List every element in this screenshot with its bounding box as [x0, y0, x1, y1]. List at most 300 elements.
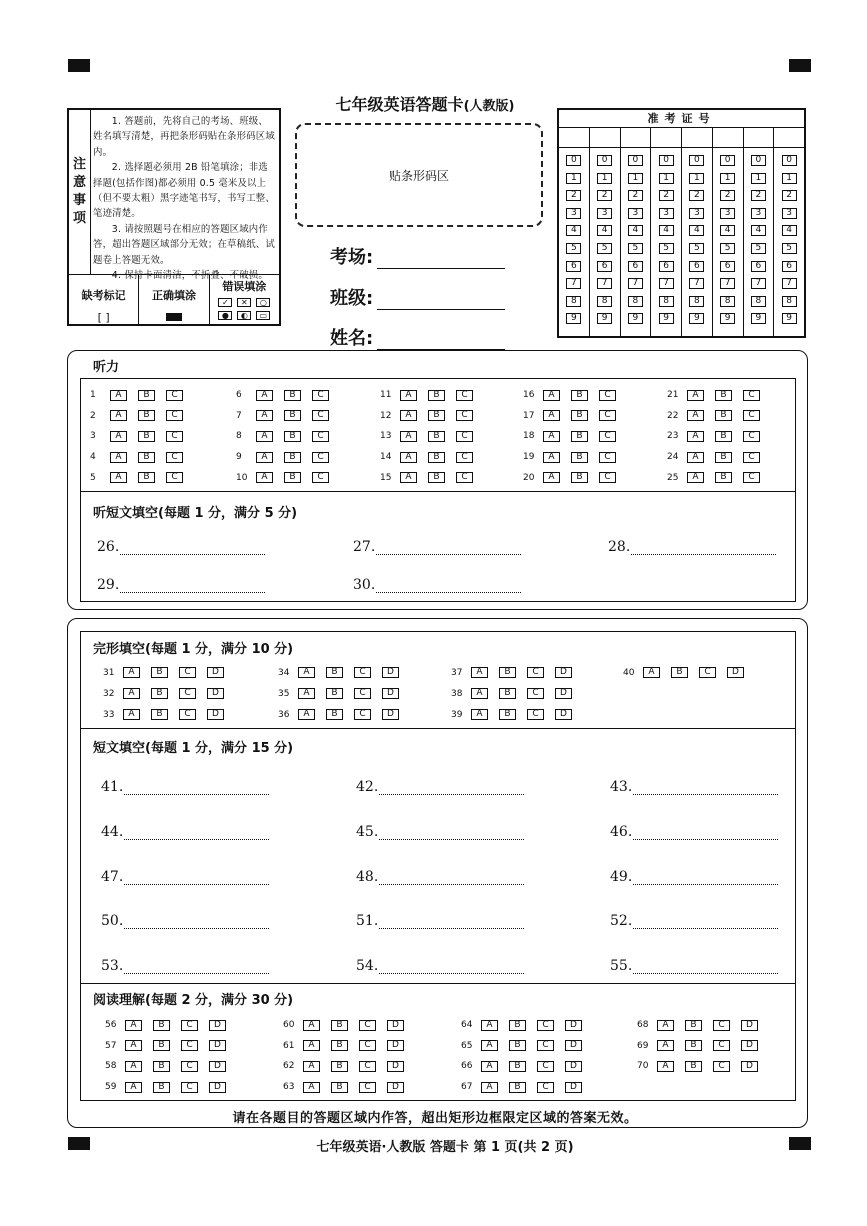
answer-bubble[interactable]: D: [555, 709, 572, 720]
exam-id-digit-bubble[interactable]: 9: [628, 313, 643, 324]
answer-bubble[interactable]: B: [331, 1061, 348, 1072]
answer-bubble[interactable]: A: [123, 688, 140, 699]
answer-bubble[interactable]: A: [400, 390, 417, 401]
exam-id-digit-bubble[interactable]: 9: [659, 313, 674, 324]
answer-bubble[interactable]: C: [166, 431, 183, 442]
answer-bubble[interactable]: A: [125, 1061, 142, 1072]
answer-bubble[interactable]: A: [125, 1040, 142, 1051]
exam-id-write-cell[interactable]: [621, 128, 652, 147]
answer-bubble[interactable]: B: [138, 452, 155, 463]
answer-bubble[interactable]: B: [151, 667, 168, 678]
exam-id-digit-bubble[interactable]: 0: [659, 155, 674, 166]
exam-id-digit-bubble[interactable]: 4: [720, 225, 735, 236]
answer-bubble[interactable]: B: [509, 1082, 526, 1093]
exam-id-digit-bubble[interactable]: 9: [720, 313, 735, 324]
exam-id-digit-bubble[interactable]: 3: [597, 208, 612, 219]
answer-bubble[interactable]: C: [743, 390, 760, 401]
answer-bubble[interactable]: C: [599, 452, 616, 463]
exam-id-digit-bubble[interactable]: 7: [782, 278, 797, 289]
answer-bubble[interactable]: D: [387, 1082, 404, 1093]
fill-blank-line[interactable]: [633, 781, 778, 795]
fill-blank-line[interactable]: [124, 781, 269, 795]
answer-bubble[interactable]: A: [687, 390, 704, 401]
fill-blank-item[interactable]: [101, 824, 269, 840]
answer-bubble[interactable]: D: [382, 667, 399, 678]
answer-bubble[interactable]: C: [312, 431, 329, 442]
answer-bubble[interactable]: B: [715, 410, 732, 421]
answer-bubble[interactable]: A: [471, 688, 488, 699]
answer-bubble[interactable]: C: [743, 410, 760, 421]
answer-bubble[interactable]: B: [571, 452, 588, 463]
exam-id-digit-bubble[interactable]: 0: [566, 155, 581, 166]
exam-id-digit-bubble[interactable]: 9: [782, 313, 797, 324]
answer-bubble[interactable]: A: [400, 431, 417, 442]
exam-id-digit-bubble[interactable]: 2: [689, 190, 704, 201]
answer-bubble[interactable]: C: [166, 452, 183, 463]
answer-bubble[interactable]: C: [359, 1020, 376, 1031]
exam-id-digit-bubble[interactable]: 2: [597, 190, 612, 201]
answer-bubble[interactable]: C: [359, 1082, 376, 1093]
answer-bubble[interactable]: D: [207, 709, 224, 720]
answer-bubble[interactable]: B: [499, 667, 516, 678]
answer-bubble[interactable]: D: [207, 667, 224, 678]
answer-bubble[interactable]: C: [179, 667, 196, 678]
exam-id-digit-bubble[interactable]: 8: [720, 296, 735, 307]
class-field[interactable]: [330, 284, 505, 310]
answer-bubble[interactable]: B: [153, 1061, 170, 1072]
answer-bubble[interactable]: A: [471, 709, 488, 720]
answer-bubble[interactable]: B: [153, 1040, 170, 1051]
answer-bubble[interactable]: B: [331, 1020, 348, 1031]
answer-bubble[interactable]: A: [256, 390, 273, 401]
fill-blank-line[interactable]: [124, 826, 269, 840]
exam-id-digit-bubble[interactable]: 7: [689, 278, 704, 289]
answer-bubble[interactable]: A: [687, 472, 704, 483]
answer-bubble[interactable]: D: [565, 1082, 582, 1093]
exam-id-digit-bubble[interactable]: 5: [689, 243, 704, 254]
answer-bubble[interactable]: A: [298, 688, 315, 699]
exam-id-digit-bubble[interactable]: 3: [566, 208, 581, 219]
answer-bubble[interactable]: C: [537, 1040, 554, 1051]
answer-bubble[interactable]: A: [110, 472, 127, 483]
fill-blank-line[interactable]: [633, 871, 778, 885]
exam-id-write-cell[interactable]: [774, 128, 804, 147]
answer-bubble[interactable]: C: [312, 472, 329, 483]
answer-bubble[interactable]: B: [509, 1061, 526, 1072]
answer-bubble[interactable]: D: [565, 1040, 582, 1051]
exam-id-digit-bubble[interactable]: 1: [628, 173, 643, 184]
answer-bubble[interactable]: C: [181, 1040, 198, 1051]
answer-bubble[interactable]: A: [256, 452, 273, 463]
fill-blank-item[interactable]: [356, 913, 524, 929]
answer-bubble[interactable]: C: [599, 431, 616, 442]
answer-bubble[interactable]: B: [571, 390, 588, 401]
answer-bubble[interactable]: A: [303, 1040, 320, 1051]
answer-bubble[interactable]: D: [209, 1040, 226, 1051]
answer-bubble[interactable]: D: [209, 1020, 226, 1031]
exam-id-digit-bubble[interactable]: 2: [782, 190, 797, 201]
answer-bubble[interactable]: A: [110, 390, 127, 401]
answer-bubble[interactable]: C: [354, 709, 371, 720]
exam-id-digit-bubble[interactable]: 2: [566, 190, 581, 201]
answer-bubble[interactable]: A: [303, 1082, 320, 1093]
answer-bubble[interactable]: C: [713, 1040, 730, 1051]
answer-bubble[interactable]: D: [387, 1061, 404, 1072]
answer-bubble[interactable]: C: [456, 390, 473, 401]
exam-id-digit-bubble[interactable]: 8: [659, 296, 674, 307]
exam-id-digit-bubble[interactable]: 5: [782, 243, 797, 254]
answer-bubble[interactable]: B: [715, 472, 732, 483]
answer-bubble[interactable]: A: [125, 1082, 142, 1093]
fill-blank-item[interactable]: [356, 779, 524, 795]
fill-blank-line[interactable]: [379, 960, 524, 974]
answer-bubble[interactable]: B: [428, 390, 445, 401]
answer-bubble[interactable]: B: [284, 452, 301, 463]
answer-bubble[interactable]: D: [741, 1040, 758, 1051]
answer-bubble[interactable]: D: [387, 1040, 404, 1051]
exam-id-digit-bubble[interactable]: 7: [659, 278, 674, 289]
answer-bubble[interactable]: B: [284, 431, 301, 442]
answer-bubble[interactable]: B: [284, 410, 301, 421]
answer-bubble[interactable]: C: [537, 1061, 554, 1072]
answer-bubble[interactable]: A: [543, 431, 560, 442]
answer-bubble[interactable]: C: [743, 472, 760, 483]
answer-bubble[interactable]: A: [123, 667, 140, 678]
answer-bubble[interactable]: B: [499, 709, 516, 720]
answer-bubble[interactable]: A: [657, 1061, 674, 1072]
answer-bubble[interactable]: A: [481, 1040, 498, 1051]
fill-blank-item[interactable]: [97, 539, 265, 555]
exam-room-field[interactable]: [330, 243, 505, 269]
fill-blank-line[interactable]: [124, 915, 269, 929]
exam-id-digit-bubble[interactable]: 0: [782, 155, 797, 166]
answer-bubble[interactable]: B: [284, 390, 301, 401]
answer-bubble[interactable]: B: [326, 667, 343, 678]
answer-bubble[interactable]: C: [713, 1020, 730, 1031]
answer-bubble[interactable]: B: [326, 709, 343, 720]
exam-id-digit-bubble[interactable]: 5: [566, 243, 581, 254]
fill-blank-line[interactable]: [120, 541, 265, 555]
exam-id-digit-bubble[interactable]: 7: [628, 278, 643, 289]
fill-blank-item[interactable]: [610, 779, 778, 795]
exam-id-digit-bubble[interactable]: 8: [628, 296, 643, 307]
exam-id-digit-bubble[interactable]: 2: [720, 190, 735, 201]
exam-id-digit-bubble[interactable]: 3: [628, 208, 643, 219]
answer-bubble[interactable]: C: [166, 390, 183, 401]
answer-bubble[interactable]: B: [571, 410, 588, 421]
answer-bubble[interactable]: A: [543, 390, 560, 401]
exam-id-digit-bubble[interactable]: 9: [566, 313, 581, 324]
exam-id-write-cell[interactable]: [744, 128, 775, 147]
answer-bubble[interactable]: A: [400, 452, 417, 463]
class-line[interactable]: [377, 290, 505, 310]
answer-bubble[interactable]: B: [153, 1082, 170, 1093]
exam-id-digit-bubble[interactable]: 8: [751, 296, 766, 307]
fill-blank-item[interactable]: [101, 958, 269, 974]
exam-id-digit-bubble[interactable]: 3: [689, 208, 704, 219]
exam-id-digit-bubble[interactable]: 7: [566, 278, 581, 289]
answer-bubble[interactable]: B: [428, 410, 445, 421]
exam-id-digit-bubble[interactable]: 5: [659, 243, 674, 254]
fill-blank-item[interactable]: [610, 913, 778, 929]
answer-bubble[interactable]: B: [153, 1020, 170, 1031]
answer-bubble[interactable]: C: [179, 709, 196, 720]
fill-blank-item[interactable]: [608, 539, 776, 555]
fill-blank-item[interactable]: [356, 869, 524, 885]
answer-bubble[interactable]: C: [166, 410, 183, 421]
exam-id-digit-bubble[interactable]: 2: [751, 190, 766, 201]
fill-blank-item[interactable]: [353, 577, 521, 593]
answer-bubble[interactable]: B: [671, 667, 688, 678]
exam-id-write-cell[interactable]: [651, 128, 682, 147]
exam-id-digit-bubble[interactable]: 5: [597, 243, 612, 254]
exam-id-digit-bubble[interactable]: 6: [720, 261, 735, 272]
fill-blank-item[interactable]: [610, 824, 778, 840]
answer-bubble[interactable]: A: [298, 709, 315, 720]
exam-id-digit-bubble[interactable]: 8: [782, 296, 797, 307]
exam-id-digit-bubble[interactable]: 1: [689, 173, 704, 184]
answer-bubble[interactable]: D: [387, 1020, 404, 1031]
answer-bubble[interactable]: D: [207, 688, 224, 699]
exam-id-digit-bubble[interactable]: 4: [751, 225, 766, 236]
answer-bubble[interactable]: A: [643, 667, 660, 678]
answer-bubble[interactable]: A: [110, 410, 127, 421]
answer-bubble[interactable]: A: [481, 1061, 498, 1072]
answer-bubble[interactable]: D: [382, 688, 399, 699]
answer-bubble[interactable]: B: [715, 431, 732, 442]
fill-blank-item[interactable]: [101, 869, 269, 885]
answer-bubble[interactable]: A: [400, 472, 417, 483]
answer-bubble[interactable]: C: [699, 667, 716, 678]
answer-bubble[interactable]: B: [138, 390, 155, 401]
answer-bubble[interactable]: A: [110, 452, 127, 463]
exam-id-digit-bubble[interactable]: 0: [689, 155, 704, 166]
answer-bubble[interactable]: A: [481, 1082, 498, 1093]
exam-room-line[interactable]: [377, 249, 505, 269]
exam-id-digit-bubble[interactable]: 6: [597, 261, 612, 272]
answer-bubble[interactable]: D: [727, 667, 744, 678]
answer-bubble[interactable]: C: [537, 1082, 554, 1093]
answer-bubble[interactable]: D: [565, 1020, 582, 1031]
exam-id-digit-bubble[interactable]: 6: [659, 261, 674, 272]
answer-bubble[interactable]: C: [359, 1040, 376, 1051]
answer-bubble[interactable]: C: [354, 667, 371, 678]
answer-bubble[interactable]: B: [138, 472, 155, 483]
fill-blank-item[interactable]: [356, 824, 524, 840]
answer-bubble[interactable]: B: [571, 431, 588, 442]
absent-checkbox[interactable]: [ ]: [97, 311, 110, 324]
answer-bubble[interactable]: C: [743, 431, 760, 442]
answer-bubble[interactable]: A: [543, 472, 560, 483]
fill-blank-item[interactable]: [97, 577, 265, 593]
exam-id-digit-bubble[interactable]: 9: [751, 313, 766, 324]
answer-bubble[interactable]: C: [537, 1020, 554, 1031]
answer-bubble[interactable]: C: [181, 1020, 198, 1031]
exam-id-write-cell[interactable]: [590, 128, 621, 147]
answer-bubble[interactable]: A: [687, 410, 704, 421]
answer-bubble[interactable]: A: [298, 667, 315, 678]
answer-bubble[interactable]: B: [685, 1020, 702, 1031]
answer-bubble[interactable]: C: [181, 1082, 198, 1093]
answer-bubble[interactable]: C: [743, 452, 760, 463]
answer-bubble[interactable]: A: [110, 431, 127, 442]
exam-id-digit-bubble[interactable]: 5: [628, 243, 643, 254]
exam-id-digit-bubble[interactable]: 5: [751, 243, 766, 254]
exam-id-digit-bubble[interactable]: 2: [628, 190, 643, 201]
answer-bubble[interactable]: C: [456, 472, 473, 483]
fill-blank-line[interactable]: [379, 781, 524, 795]
answer-bubble[interactable]: C: [527, 667, 544, 678]
answer-bubble[interactable]: C: [359, 1061, 376, 1072]
answer-bubble[interactable]: A: [471, 667, 488, 678]
fill-blank-item[interactable]: [610, 869, 778, 885]
answer-bubble[interactable]: B: [331, 1040, 348, 1051]
exam-id-digit-bubble[interactable]: 3: [720, 208, 735, 219]
answer-bubble[interactable]: B: [715, 390, 732, 401]
answer-bubble[interactable]: B: [571, 472, 588, 483]
fill-blank-line[interactable]: [633, 826, 778, 840]
answer-bubble[interactable]: C: [179, 688, 196, 699]
answer-bubble[interactable]: B: [499, 688, 516, 699]
answer-bubble[interactable]: C: [599, 410, 616, 421]
answer-bubble[interactable]: A: [687, 452, 704, 463]
fill-blank-line[interactable]: [124, 871, 269, 885]
answer-bubble[interactable]: A: [657, 1020, 674, 1031]
exam-id-digit-bubble[interactable]: 7: [597, 278, 612, 289]
fill-blank-line[interactable]: [633, 915, 778, 929]
answer-bubble[interactable]: A: [256, 410, 273, 421]
answer-bubble[interactable]: D: [209, 1082, 226, 1093]
answer-bubble[interactable]: B: [685, 1040, 702, 1051]
answer-bubble[interactable]: C: [527, 688, 544, 699]
name-field[interactable]: [330, 324, 505, 350]
answer-bubble[interactable]: A: [400, 410, 417, 421]
exam-id-digit-bubble[interactable]: 0: [597, 155, 612, 166]
answer-bubble[interactable]: B: [151, 688, 168, 699]
answer-bubble[interactable]: A: [256, 431, 273, 442]
exam-id-digit-bubble[interactable]: 0: [720, 155, 735, 166]
exam-id-digit-bubble[interactable]: 5: [720, 243, 735, 254]
exam-id-digit-bubble[interactable]: 3: [782, 208, 797, 219]
answer-bubble[interactable]: B: [428, 431, 445, 442]
answer-bubble[interactable]: C: [713, 1061, 730, 1072]
answer-bubble[interactable]: A: [123, 709, 140, 720]
fill-blank-line[interactable]: [633, 960, 778, 974]
answer-bubble[interactable]: D: [741, 1020, 758, 1031]
exam-id-digit-bubble[interactable]: 3: [659, 208, 674, 219]
exam-id-digit-bubble[interactable]: 1: [566, 173, 581, 184]
fill-blank-item[interactable]: [101, 913, 269, 929]
answer-bubble[interactable]: B: [428, 452, 445, 463]
answer-bubble[interactable]: C: [456, 431, 473, 442]
exam-id-digit-bubble[interactable]: 1: [659, 173, 674, 184]
exam-id-write-cell[interactable]: [682, 128, 713, 147]
exam-id-digit-bubble[interactable]: 6: [782, 261, 797, 272]
answer-bubble[interactable]: B: [715, 452, 732, 463]
answer-bubble[interactable]: C: [527, 709, 544, 720]
answer-bubble[interactable]: D: [382, 709, 399, 720]
fill-blank-line[interactable]: [379, 871, 524, 885]
exam-id-digit-bubble[interactable]: 1: [597, 173, 612, 184]
fill-blank-item[interactable]: [356, 958, 524, 974]
exam-id-digit-bubble[interactable]: 1: [720, 173, 735, 184]
exam-id-digit-bubble[interactable]: 7: [720, 278, 735, 289]
answer-bubble[interactable]: A: [543, 410, 560, 421]
answer-bubble[interactable]: B: [685, 1061, 702, 1072]
exam-id-digit-bubble[interactable]: 2: [659, 190, 674, 201]
exam-id-digit-bubble[interactable]: 4: [597, 225, 612, 236]
answer-bubble[interactable]: B: [331, 1082, 348, 1093]
fill-blank-line[interactable]: [376, 579, 521, 593]
answer-bubble[interactable]: B: [151, 709, 168, 720]
fill-blank-line[interactable]: [120, 579, 265, 593]
exam-id-digit-bubble[interactable]: 6: [628, 261, 643, 272]
answer-bubble[interactable]: A: [657, 1040, 674, 1051]
answer-bubble[interactable]: C: [312, 390, 329, 401]
exam-id-digit-bubble[interactable]: 9: [689, 313, 704, 324]
exam-id-digit-bubble[interactable]: 4: [659, 225, 674, 236]
answer-bubble[interactable]: A: [543, 452, 560, 463]
exam-id-digit-bubble[interactable]: 4: [689, 225, 704, 236]
fill-blank-line[interactable]: [124, 960, 269, 974]
fill-blank-line[interactable]: [379, 826, 524, 840]
answer-bubble[interactable]: D: [555, 688, 572, 699]
exam-id-digit-bubble[interactable]: 9: [597, 313, 612, 324]
answer-bubble[interactable]: B: [428, 472, 445, 483]
answer-bubble[interactable]: C: [456, 410, 473, 421]
exam-id-digit-bubble[interactable]: 4: [628, 225, 643, 236]
answer-bubble[interactable]: C: [599, 390, 616, 401]
exam-id-digit-bubble[interactable]: 6: [689, 261, 704, 272]
answer-bubble[interactable]: D: [209, 1061, 226, 1072]
answer-bubble[interactable]: A: [303, 1061, 320, 1072]
answer-bubble[interactable]: A: [125, 1020, 142, 1031]
answer-bubble[interactable]: C: [354, 688, 371, 699]
name-line[interactable]: [377, 330, 505, 350]
exam-id-digit-bubble[interactable]: 4: [782, 225, 797, 236]
exam-id-digit-bubble[interactable]: 4: [566, 225, 581, 236]
exam-id-digit-bubble[interactable]: 7: [751, 278, 766, 289]
fill-blank-item[interactable]: [353, 539, 521, 555]
exam-id-digit-bubble[interactable]: 8: [597, 296, 612, 307]
answer-bubble[interactable]: B: [138, 410, 155, 421]
answer-bubble[interactable]: D: [565, 1061, 582, 1072]
answer-bubble[interactable]: C: [166, 472, 183, 483]
answer-bubble[interactable]: C: [456, 452, 473, 463]
answer-bubble[interactable]: B: [138, 431, 155, 442]
exam-id-digit-bubble[interactable]: 1: [782, 173, 797, 184]
exam-id-digit-bubble[interactable]: 3: [751, 208, 766, 219]
exam-id-digit-bubble[interactable]: 6: [751, 261, 766, 272]
answer-bubble[interactable]: D: [555, 667, 572, 678]
answer-bubble[interactable]: C: [312, 452, 329, 463]
answer-bubble[interactable]: A: [481, 1020, 498, 1031]
exam-id-digit-bubble[interactable]: 8: [566, 296, 581, 307]
exam-id-digit-bubble[interactable]: 6: [566, 261, 581, 272]
answer-bubble[interactable]: A: [256, 472, 273, 483]
exam-id-digit-bubble[interactable]: 0: [751, 155, 766, 166]
exam-id-write-cell[interactable]: [559, 128, 590, 147]
fill-blank-line[interactable]: [631, 541, 776, 555]
exam-id-digit-bubble[interactable]: 0: [628, 155, 643, 166]
answer-bubble[interactable]: B: [326, 688, 343, 699]
answer-bubble[interactable]: C: [599, 472, 616, 483]
answer-bubble[interactable]: B: [284, 472, 301, 483]
exam-id-digit-bubble[interactable]: 8: [689, 296, 704, 307]
fill-blank-item[interactable]: [101, 779, 269, 795]
answer-bubble[interactable]: B: [509, 1020, 526, 1031]
answer-bubble[interactable]: D: [741, 1061, 758, 1072]
